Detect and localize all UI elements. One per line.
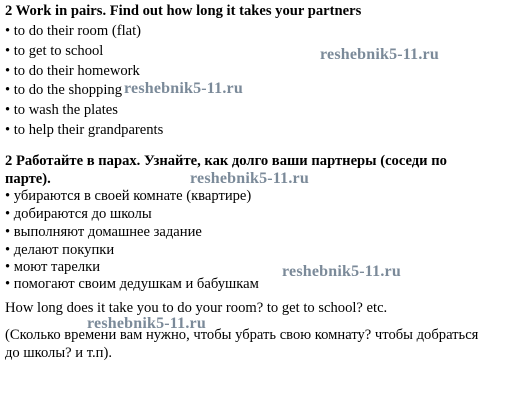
watermark: reshebnik5-11.ru xyxy=(87,315,206,332)
watermark: reshebnik5-11.ru xyxy=(190,170,309,187)
exercise-heading-ru-cont: парте). xyxy=(5,171,51,187)
list-item: • to get to school xyxy=(5,43,104,59)
list-item: • to do their homework xyxy=(5,63,140,79)
list-item: • to do their room (flat) xyxy=(5,23,142,39)
list-item: • моют тарелки xyxy=(5,259,101,275)
translation-line-1: (Сколько времени вам нужно, чтобы убрать свою комнату? чтобы добраться xyxy=(5,327,479,343)
exercise-heading-en: 2 Work in pairs. Find out how long it takes your partners xyxy=(5,3,362,19)
example-question: How long does it take you to do your room? to get to school? etc. xyxy=(5,300,388,316)
list-item: • добираются до школы xyxy=(5,206,152,222)
list-item: • to help their grandparents xyxy=(5,122,164,138)
list-item: • убираются в своей комнате (квартире) xyxy=(5,188,252,204)
translation-line-2: до школы? и т.п). xyxy=(5,345,112,361)
list-item: • to wash the plates xyxy=(5,102,118,118)
exercise-heading-ru: 2 Работайте в парах. Узнайте, как долго ваши партнеры (соседи по xyxy=(5,153,447,169)
list-item: • to do the shopping xyxy=(5,82,122,98)
list-item: • делают покупки xyxy=(5,242,115,258)
watermark: reshebnik5-11.ru xyxy=(320,46,439,63)
list-item: • выполняют домашнее задание xyxy=(5,224,202,240)
watermark: reshebnik5-11.ru xyxy=(124,80,243,97)
watermark: reshebnik5-11.ru xyxy=(282,263,401,280)
list-item: • помогают своим дедушкам и бабушкам xyxy=(5,276,259,292)
